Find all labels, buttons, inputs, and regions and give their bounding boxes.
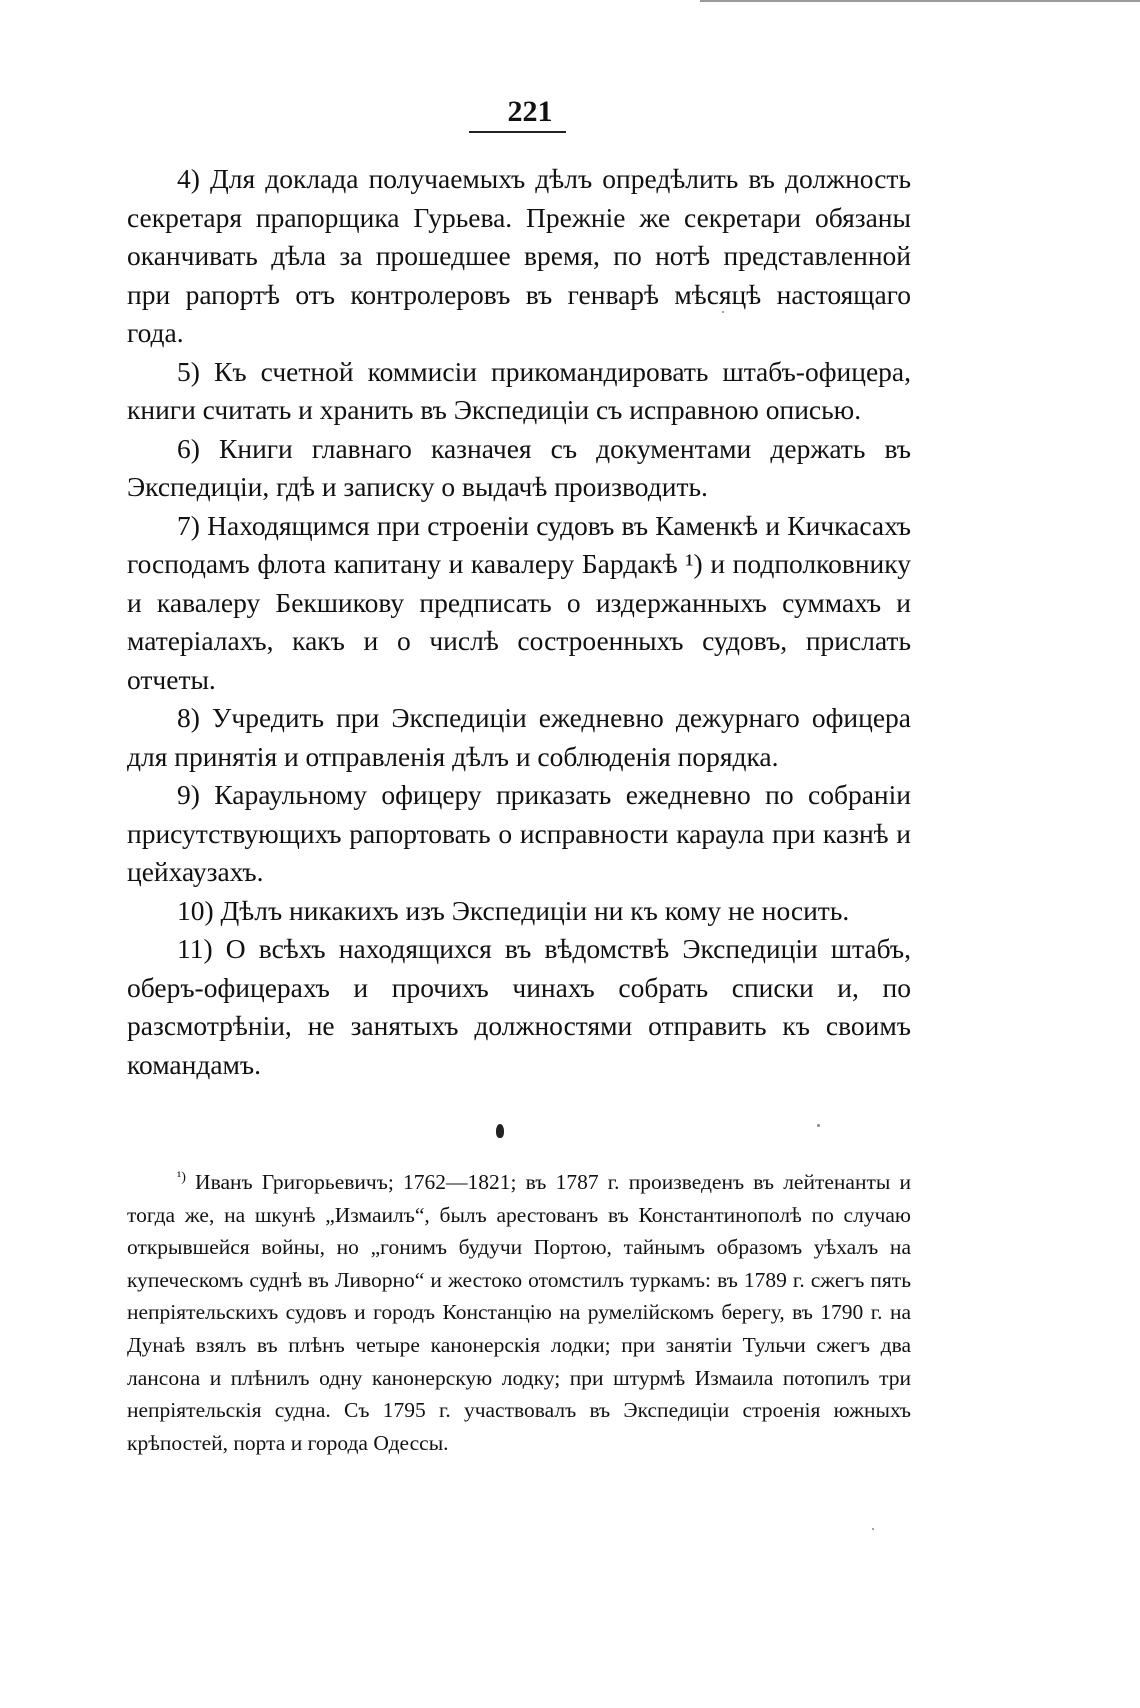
main-text	[127, 160, 911, 1084]
page-number-underline	[469, 131, 566, 133]
footnotes	[127, 1166, 911, 1459]
footnote-1	[127, 1166, 911, 1459]
paragraph-4: 4) Для доклада получаемыхъ дѣлъ опредѣлить въ должность секретаря прапорщика Гурьева. Прежніе же секретари обязаны оканчивать дѣла за прошедшее время, по нотѣ представленной при рапортѣ отъ контролеровъ въ генварѣ мѣсяцѣ настоящаго года.	[127, 163, 911, 348]
footnote-marker: ¹)	[177, 1169, 186, 1185]
scan-speck	[722, 311, 724, 313]
scan-speck	[817, 1124, 820, 1127]
paragraph-6: 6) Книги главнаго казначея съ документами держать въ Экспедиціи, гдѣ и записку о выдачѣ производить.	[127, 432, 911, 502]
paragraph-11: 11) О всѣхъ находящихся въ вѣдомствѣ Экспедиціи штабъ, оберъ-офицерахъ и прочихъ чинахъ собрать списки и, по разсмотрѣніи, не занятыхъ должностями отправить къ своимъ командамъ.	[127, 933, 911, 1080]
paragraph-5: 5) Къ счетной коммисіи прикомандировать штабъ-офицера, книги считать и хранить въ Экспедиціи съ исправною описью.	[127, 355, 911, 425]
footnote-text: Иванъ Григорьевичъ; 1762—1821; въ 1787 г. произведенъ въ лейтенанты и тогда же, на шкунѣ „Измаилъ“, былъ арестованъ въ Константинополѣ по случаю открывшейся войны, но „гонимъ будучи Портою, тайнымъ образомъ уѣхалъ на купеческомъ суднѣ въ Ливорно“ и жестоко отомстилъ туркамъ: въ 1789 г. сжегъ пять непріятельскихъ судовъ и городъ Констанцію на румелійскомъ берегу, въ 1790 г. на Дунаѣ взялъ въ плѣнъ четыре канонерскія лодки; при занятіи Тульчи сжегъ два лансона и плѣнилъ одну канонерскую лодку; при штурмѣ Измаила потопилъ три непріятельскія судна. Съ 1795 г. участвовалъ въ Экспедиціи строенія южныхъ крѣпостей, порта и города Одессы.	[127, 1170, 911, 1455]
paragraph-7: 7) Находящимся при строеніи судовъ въ Каменкѣ и Кичкасахъ господамъ флота капитану и кавалеру Бардакѣ ¹) и подполковнику и кавалеру Бекшикову предписать о издержанныхъ суммахъ и матеріалахъ, какъ и о числѣ состроенныхъ судовъ, прислать отчеты.	[127, 509, 911, 695]
paragraph-9: 9) Караульному офицеру приказать ежедневно по собраніи присутствующихъ рапортовать о исправности караула при казнѣ и цейхаузахъ.	[127, 779, 911, 887]
paragraph-8: 8) Учредить при Экспедиціи ежедневно дежурнаго офицера для принятія и отправленія дѣлъ и соблюденія порядка.	[127, 702, 911, 772]
paragraph-10: 10) Дѣлъ никакихъ изъ Экспедиціи ни къ кому не носить.	[177, 894, 850, 926]
page-number: 221	[507, 95, 553, 128]
footnote-separator-mark	[496, 1124, 504, 1138]
scan-speck	[872, 1528, 874, 1530]
scan-top-edge-line	[700, 0, 1140, 2]
